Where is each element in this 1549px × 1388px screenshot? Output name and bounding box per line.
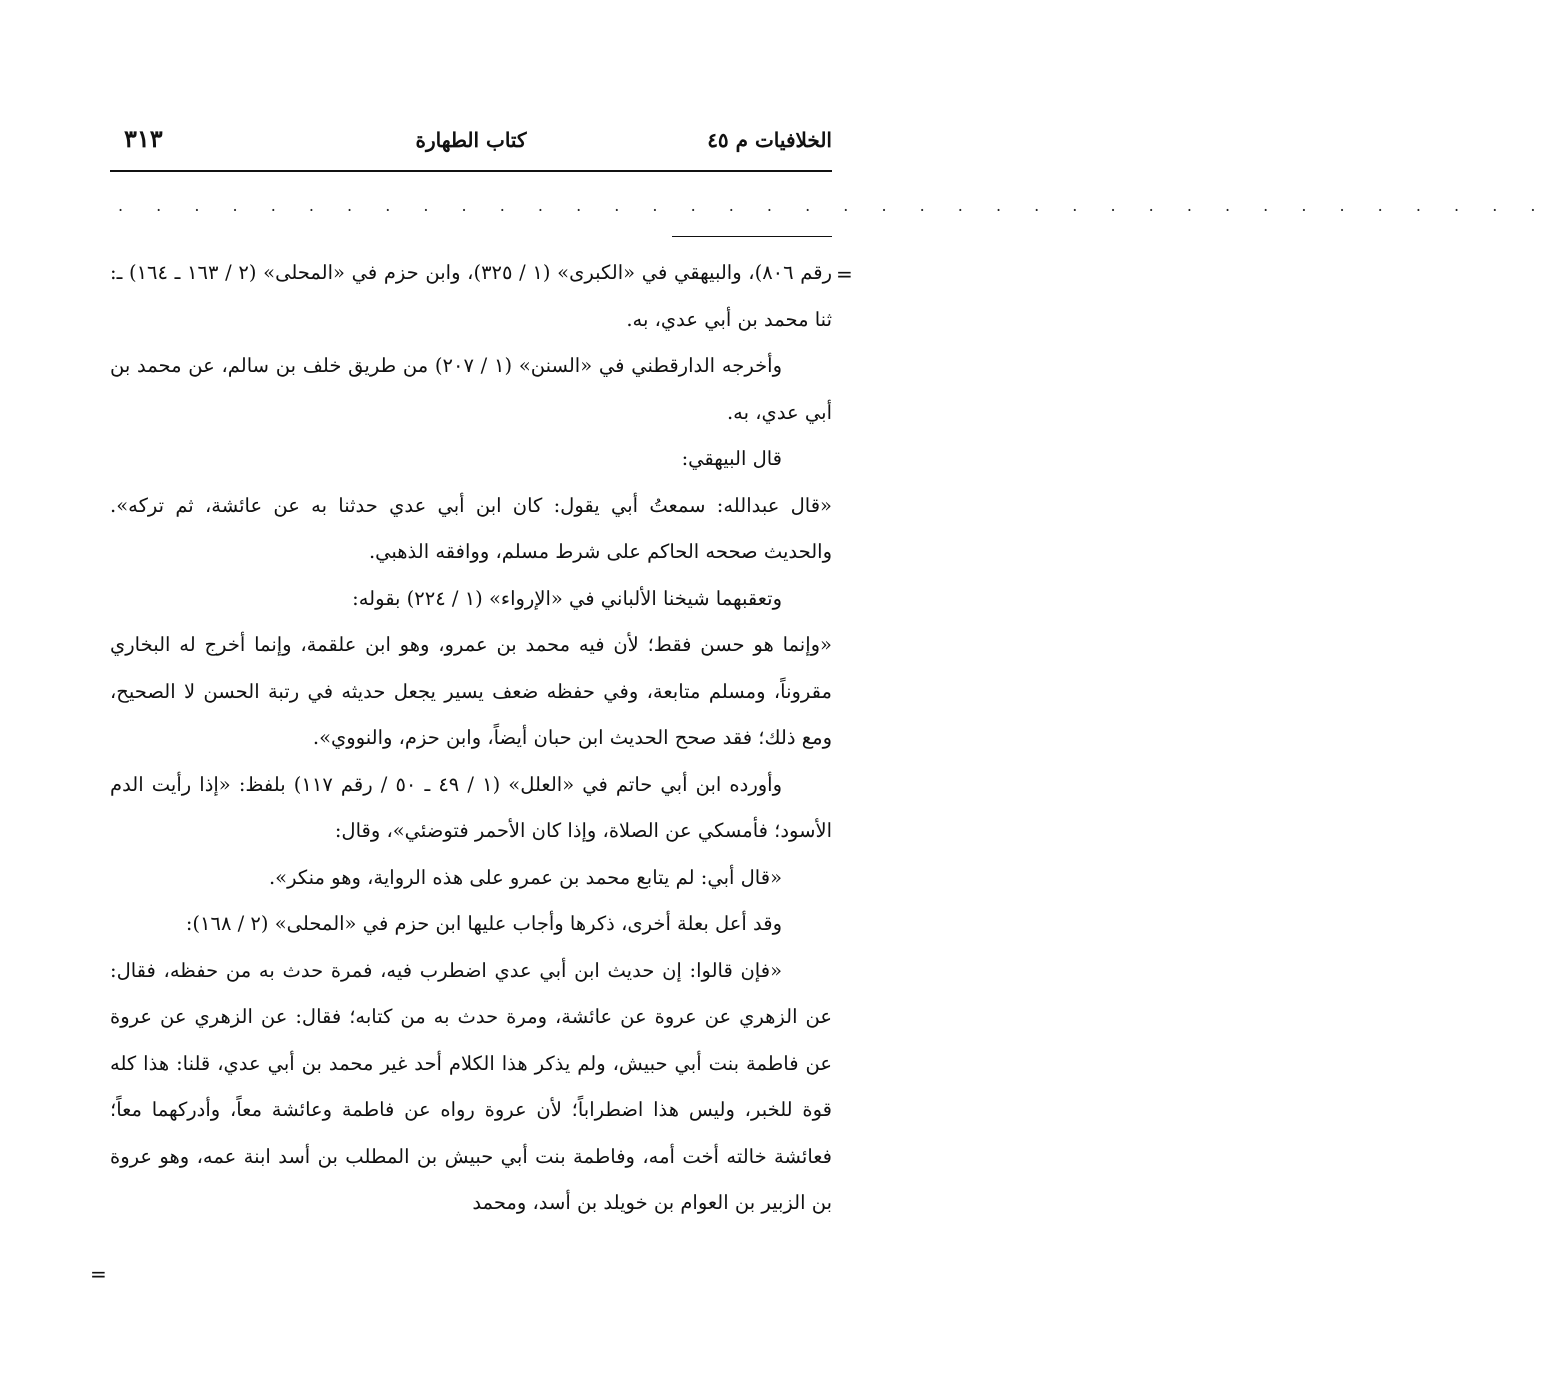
running-head-title: كتاب الطهارة — [415, 128, 527, 152]
continuation-mark-bottom: = — [90, 1262, 107, 1286]
book-page — [110, 0, 1549, 1388]
paragraph: رقم ٨٠٦)، والبيهقي في «الكبرى» (١ / ٣٢٥)، وابن حزم في «المحلى» (٢ / ١٦٣ ـ ١٦٤) ـ: ثنا محمد بن أبي عدي، به. — [110, 261, 832, 331]
paragraph: وأخرجه الدارقطني في «السنن» (١ / ٢٠٧) من طريق خلف بن سالم، عن محمد بن أبي عدي، به. — [110, 354, 832, 424]
footnote-rule — [672, 236, 832, 237]
paragraph: وأورده ابن أبي حاتم في «العلل» (١ / ٤٩ ـ ٥٠ / رقم ١١٧) بلفظ: «إذا رأيت الدم الأسود؛ فأمسكي عن الصلاة، وإذا كان الأحمر فتوضئي»، وقال: — [110, 772, 832, 842]
paragraph: وقد أعل بعلة أخرى، ذكرها وأجاب عليها ابن حزم في «المحلى» (٢ / ١٦٨): — [185, 912, 782, 935]
paragraph: قال البيهقي: — [681, 447, 782, 470]
paragraph: «قال عبدالله: سمعتُ أبي يقول: كان ابن أبي عدي حدثنا به عن عائشة، ثم تركه». والحديث صححه الحاكم على شرط مسلم، ووافقه الذهبي. — [110, 493, 832, 563]
page-header — [110, 124, 832, 164]
page-number: ٣١٣ — [124, 124, 163, 153]
paragraph: «وإنما هو حسن فقط؛ لأن فيه محمد بن عمرو، وهو ابن علقمة، وإنما أخرج له البخاري مقروناً، ومسلم متابعة، وفي حفظه ضعف يسير يجعل حديثه في رتبة الحسن لا الصحيح، ومع ذلك؛ فقد صحح الحديث ابن حبان أيضاً، وابن حزم، والنووي». — [110, 633, 832, 749]
footnote-text — [110, 250, 832, 1227]
running-head-volume: الخلافيات م ٤٥ — [707, 128, 832, 152]
continuation-mark-top: = — [836, 262, 853, 286]
dotted-separator: . . . . . . . . . . . . . . . . . . . . . . . . . . . . . . . . . . . . . . — [118, 196, 1549, 215]
paragraph: «قال أبي: لم يتابع محمد بن عمرو على هذه الرواية، وهو منكر». — [268, 865, 782, 889]
paragraph: «فإن قالوا: إن حديث ابن أبي عدي اضطرب فيه، فمرة حدث به من حفظه، فقال: عن الزهري عن عروة عن عائشة، ومرة حدث به من كتابه؛ فقال: عن الزهري عن عروة عن فاطمة بنت أبي حبيش، ولم يذكر هذا الكلام أحد غير محمد بن أبي عدي، قلنا: هذا كله قوة للخبر، وليس هذا اضطراباً؛ لأن عروة رواه عن فاطمة وعائشة معاً، وأدركهما معاً؛ فعائشة خالته أخت أمه، وفاطمة بنت أبي حبيش بن المطلب بن أسد ابنة عمه، وهو عروة بن الزبير بن العوام بن خويلد بن أسد، ومحمد — [110, 958, 832, 1214]
header-rule — [110, 170, 832, 172]
paragraph: وتعقبهما شيخنا الألباني في «الإرواء» (١ / ٢٢٤) بقوله: — [352, 586, 782, 610]
